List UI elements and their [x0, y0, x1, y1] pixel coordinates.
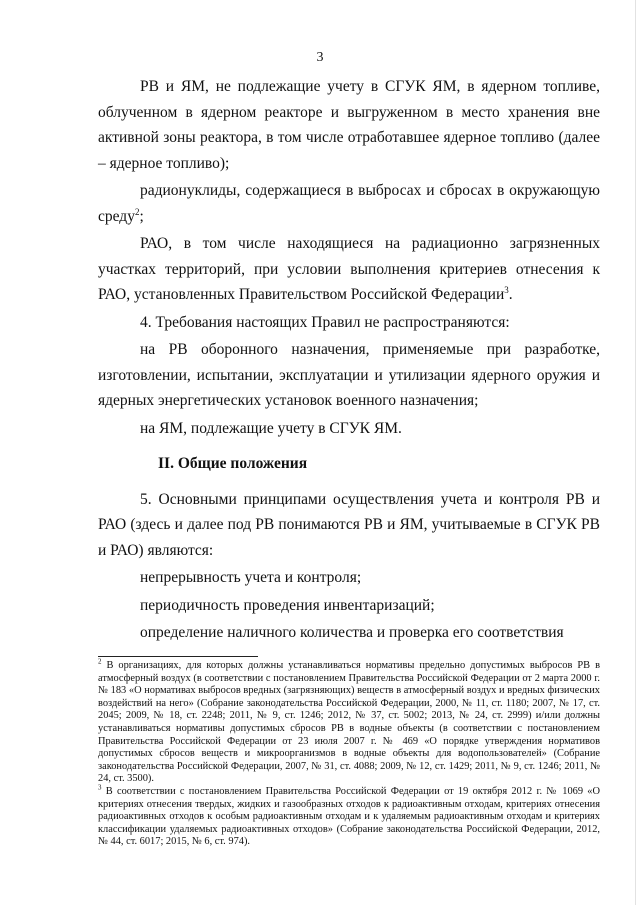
section-heading: II. Общие положения — [158, 455, 308, 472]
footnote-divider — [98, 656, 258, 657]
scan-edge-line — [635, 0, 636, 905]
paragraph-periodicity: периодичность проведения инвентаризаций; — [140, 596, 435, 614]
paragraph-rv-ym-fuel: РВ и ЯМ, не подлежащие учету в СГУК ЯМ, в ядерном топливе, облученном в ядерном реакторе и выгруженном в место хранения вне активной зоны реактора, в том числе отработавшее ядерное топливо (далее – ядерное топливо); — [98, 78, 600, 172]
paragraph-item-5: 5. Основными принципами осуществления учета и контроля РВ и РАО (здесь и далее под РВ понимаются РВ и ЯМ, учитываемые в СГУК РВ и РАО) являются: — [98, 490, 600, 559]
footnote-ref-3: 3 — [504, 284, 509, 295]
page-number: 3 — [316, 50, 324, 65]
paragraph-ym-sguk: на ЯМ, подлежащие учету в СГУК ЯМ. — [140, 419, 402, 437]
paragraph-radionuclides — [98, 178, 600, 229]
paragraph-rao — [98, 231, 600, 308]
paragraph-rao-text: РАО, в том числе находящиеся на радиационно загрязненных участках территорий, при условии выполнения критериев отнесения к РАО, установленных Правительством Российской Федерации — [98, 235, 600, 303]
footnote-2 — [98, 657, 600, 786]
paragraph-continuity: непрерывность учета и контроля; — [140, 569, 362, 586]
footnote-2-text: В организациях, для которых должны устанавливаться нормативы предельно допустимых выбросов РВ в атмосферный воздух (в соответствии с постановлением Правительства Российской Федерации от 2 марта 2000 г. № 183 «О нормативах выбросов вредных (загрязняющих) веществ в атмосферный воздух и вредных физических воздействий на него» (Собрание законодательства Российской Федерации, 2000, № 11, ст. 1180; 2007, № 17, ст. 2045; 2009, № 18, ст. 2248; 2011, № 9, ст. 1246; 2012, № 37, ст. 5002; 2013, № 24, ст. 2999) и/или должны устанавливаться нормативы допустимых сбросов РВ в водные объекты (в соответствии с постановлением Правительства Российской Федерации от 23 июля 2007 г. № 469 «О порядке утверждения нормативов допустимых сбросов веществ и микроорганизмов в водные объекты для водопользователей» (Собрание законодательства Российской Федерации, 2007, № 31, ст. 4088; 2009, № 12, ст. 1429; 2011, № 9, ст. 1246; 2011, № 24, ст. 3500). — [98, 660, 600, 785]
paragraph-item-4: 4. Требования настоящих Правил не распространяются: — [140, 313, 510, 331]
paragraph-radionuclides-end: ; — [139, 207, 144, 225]
paragraph-defense-rv: на РВ оборонного назначения, применяемые при разработке, изготовлении, испытании, эксплуатации и утилизации ядерного оружия и ядерных энергетических установок военного назначения; — [98, 341, 600, 409]
footnote-3-mark: 3 — [98, 783, 102, 792]
footnote-2-mark: 2 — [98, 657, 102, 666]
footnote-3-text: В соответствии с постановлением Правительства Российской Федерации от 19 октября 2012 г. № 1069 «О критериях отнесения твердых, жидких и газообразных отходов к радиоактивным отходам, критериях отнесения радиоактивных отходов к особым радиоактивным отходам и к удаляемым радиоактивным отходам и критериях классификации удаляемых радиоактивных отходов» (Собрание законодательства Российской Федерации, 2012, № 44, ст. 6017; 2015, № 6, ст. 974). — [98, 785, 600, 848]
footnote-ref-2: 2 — [134, 206, 140, 217]
paragraph-radionuclides-text: радионуклиды, содержащиеся в выбросах и сбросах в окружающую среду — [98, 182, 600, 225]
footnote-3 — [98, 783, 600, 849]
main-text — [98, 74, 600, 646]
footnotes — [98, 657, 600, 849]
paragraph-determination: определение наличного количества и проверка его соответствия — [140, 624, 564, 641]
paragraph-rao-end: . — [508, 286, 513, 303]
